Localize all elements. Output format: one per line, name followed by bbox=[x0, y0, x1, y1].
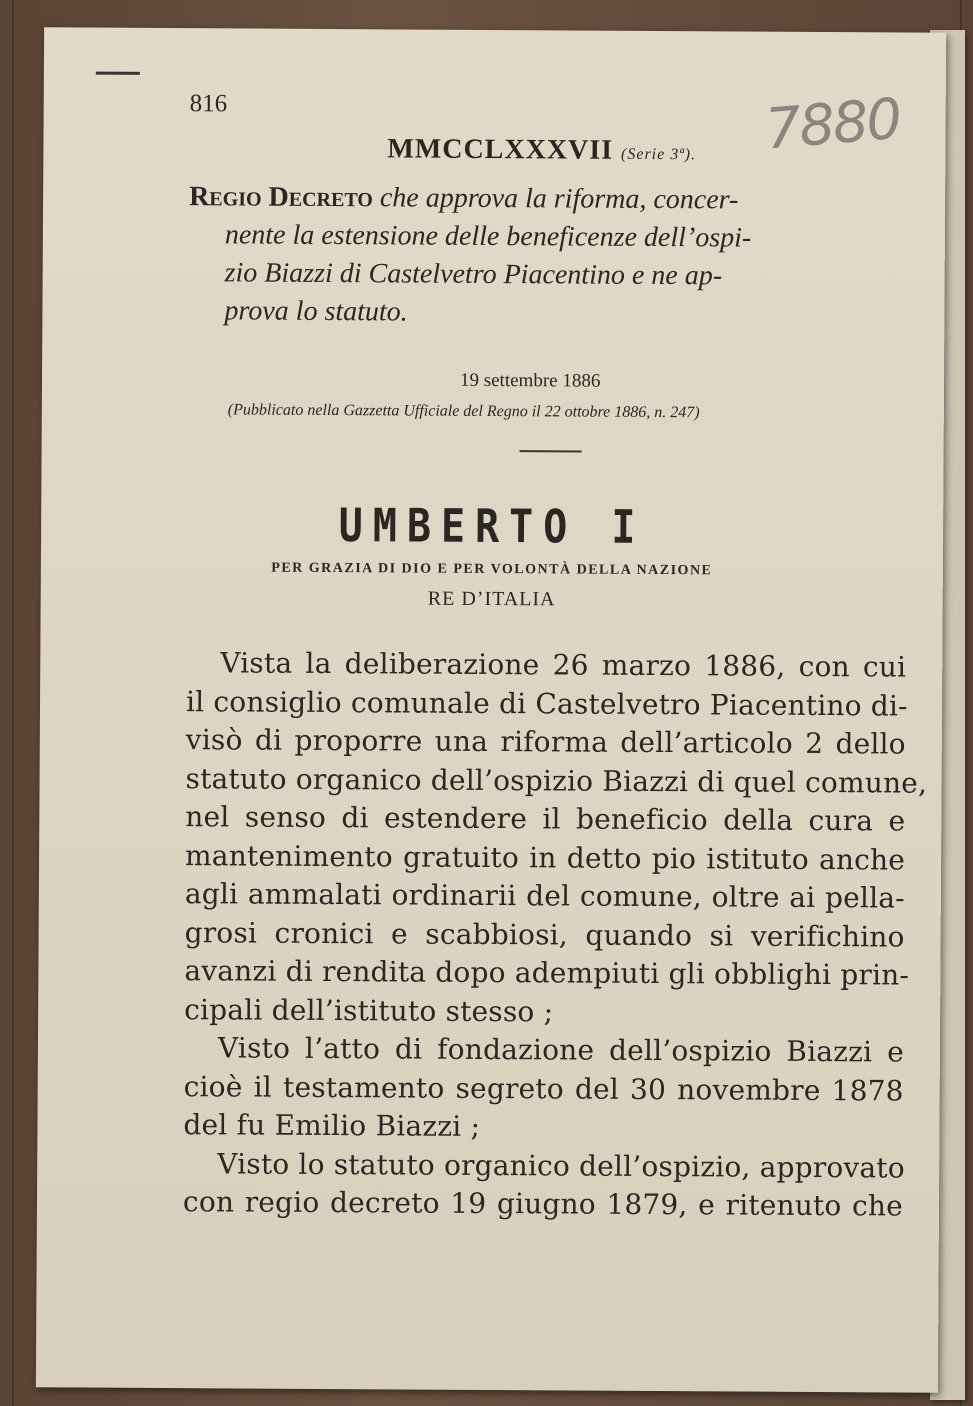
series-label: (Serie 3ª). bbox=[621, 145, 697, 164]
body-line: il consiglio comunale di Castelvetro Piacentino di- bbox=[185, 684, 908, 723]
body-line: cioè il testamento segreto del 30 novembre 1878 bbox=[183, 1069, 904, 1108]
grace-line: PER GRAZIA DI DIO E PER VOLONTÀ DELLA NAZIONE bbox=[271, 560, 713, 579]
handwritten-note: 7880 bbox=[763, 86, 903, 163]
decree-number-text: MMCCLXXXVII bbox=[387, 133, 614, 166]
body-line: Visto l’atto di fondazione dell’ospizio Biazzi e bbox=[217, 1031, 905, 1069]
decree-body bbox=[182, 644, 928, 1226]
body-line: grosi cronici e scabbiosi, quando si verifichino bbox=[184, 915, 905, 954]
decree-date: 19 settembre 1886 bbox=[459, 369, 601, 392]
decree-number bbox=[387, 133, 696, 167]
title-line: che approva la riforma, concer- bbox=[379, 182, 739, 216]
body-line: nel senso di estendere il beneficio della cura e bbox=[185, 800, 906, 838]
divider bbox=[520, 450, 582, 452]
wood-grain bbox=[12, 0, 14, 1406]
decree-title bbox=[188, 178, 909, 334]
body-line: Visto lo statuto organico dell’ospizio, approvato bbox=[217, 1146, 905, 1185]
page-number: 816 bbox=[189, 90, 228, 118]
body-line: cipali dell’istituto stesso ; bbox=[184, 992, 554, 1028]
body-line: Vista la deliberazione 26 marzo 1886, con cui bbox=[220, 646, 907, 684]
title-lead: Regio Decreto bbox=[189, 181, 374, 214]
body-line: agli ammalati ordinarii del comune, oltre ai pella- bbox=[184, 877, 905, 915]
body-line: avanzi di rendita dopo adempiuti gli obblighi prin- bbox=[184, 954, 910, 992]
title-line: zio Biazzi di Castelvetro Piacentino e ne ap- bbox=[224, 257, 723, 292]
kingdom-title: RE D’ITALIA bbox=[427, 587, 556, 611]
margin-dash bbox=[96, 72, 140, 75]
body-line: visò di proporre una riforma dell’articolo 2 dello bbox=[185, 723, 906, 761]
body-line: mantenimento gratuito in detto pio istituto anche bbox=[185, 838, 906, 877]
title-line: prova lo statuto. bbox=[224, 295, 408, 328]
body-line: del fu Emilio Biazzi ; bbox=[183, 1108, 481, 1143]
king-name: UMBERTO I bbox=[338, 499, 646, 555]
title-line: nente la estensione delle beneficenze dell’ospi- bbox=[224, 219, 752, 254]
body-line: statuto organico dell’ospizio Biazzi di quel comune, bbox=[185, 761, 928, 800]
publication-note: (Pubblicato nella Gazzetta Ufficiale del Regno il 22 ottobre 1886, n. 247) bbox=[227, 401, 700, 422]
document-page bbox=[36, 27, 946, 1392]
body-line: con regio decreto 19 giugno 1879, e ritenuto che bbox=[182, 1185, 904, 1223]
